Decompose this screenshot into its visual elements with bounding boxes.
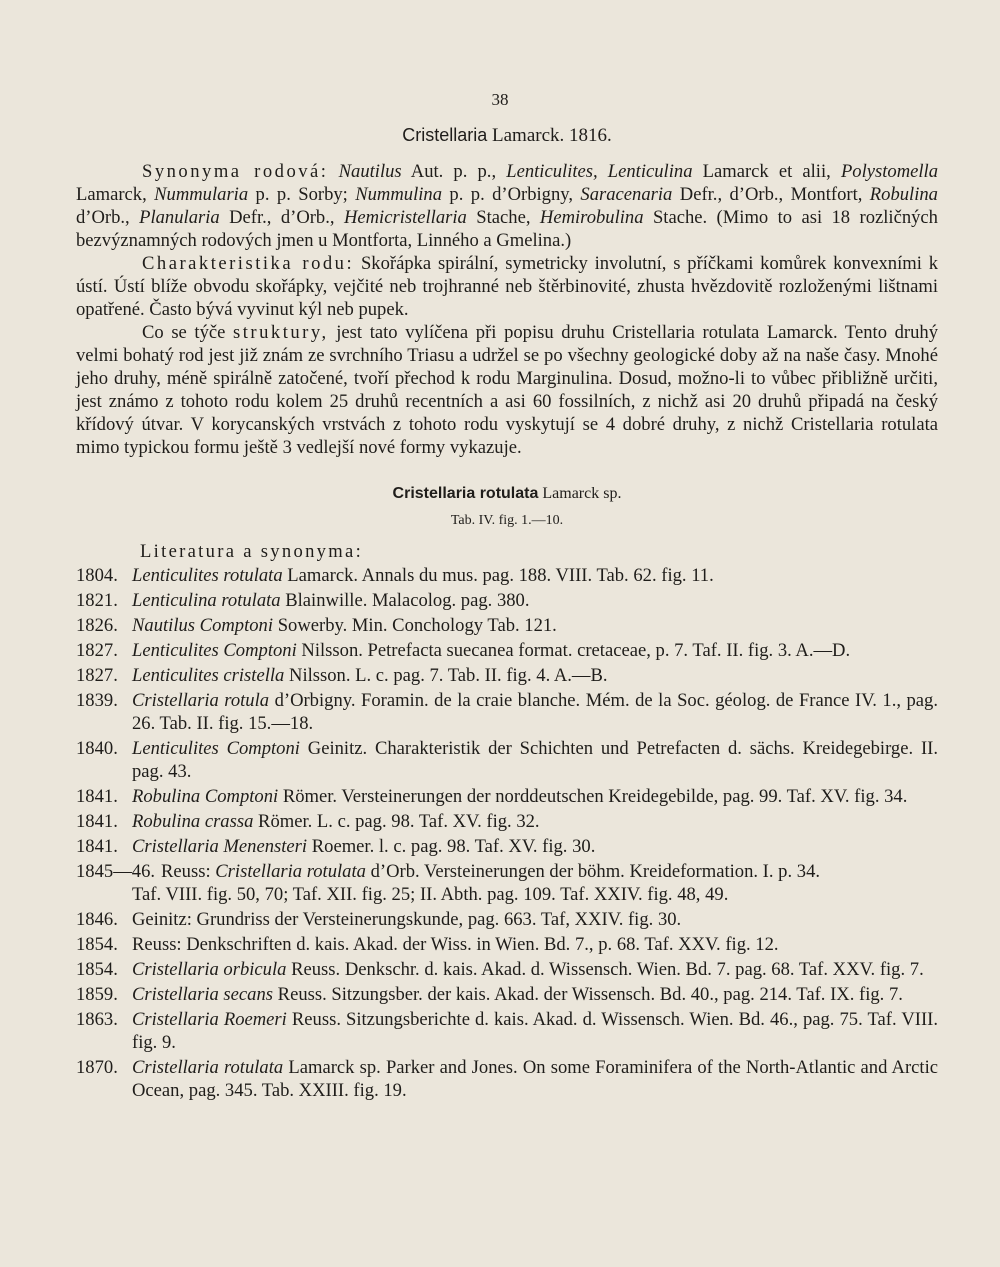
synonym-name: Planularia xyxy=(139,207,220,228)
synonym-name: Nautilus xyxy=(338,161,402,182)
literature-citation: Nilsson. L. c. pag. 7. Tab. II. fig. 4. A.—B. xyxy=(289,665,608,686)
literature-text xyxy=(132,589,938,612)
literature-taxon: Lenticulites rotulata xyxy=(132,565,283,586)
literature-citation: Lamarck. Annals du mus. pag. 188. VIII. Tab. 62. fig. 11. xyxy=(287,565,714,586)
literature-entry xyxy=(76,1056,938,1102)
literature-citation: Römer. Versteinerungen der norddeutschen Kreidegebilde, pag. 99. Taf. XV. fig. 34. xyxy=(282,786,908,807)
literature-text xyxy=(132,810,938,833)
charakteristika-text: Skořápka spirální, symetricky involutní, s příčkami komůrek konvexními k ústí. Ústí blíže obvodu skořápky, vejčité neb trojhranné neb štěrbinovité, zhusta hvězdovitě rozloženými lištnami opatřené. Často bývá vyvinut kýl neb pupek. xyxy=(76,253,938,320)
literature-text xyxy=(161,860,938,883)
synonym-text: p. p. Sorby; xyxy=(255,184,348,205)
literature-year: 1827. xyxy=(76,640,118,661)
literature-citation: Reuss. Sitzungsber. der kais. Akad. der Wissensch. Bd. 40., pag. 214. Taf. IX. fig. 7. xyxy=(277,984,903,1005)
literature-taxon: Lenticulites cristella xyxy=(132,665,285,686)
synonym-name: Nummularia xyxy=(154,184,249,205)
synonym-text: Stache. (Mimo to asi 18 rozličných bezvýznamných rodových jmen u Montforta, Linného a Gmelina.) xyxy=(76,207,938,251)
literature-entry xyxy=(76,785,938,808)
literature-year: 1841. xyxy=(76,811,118,832)
literature-citation: Reuss. Sitzungsberichte d. kais. Akad. d. Wissensch. Wien. Bd. 46., pag. 75. Taf. VIII. fig. 9. xyxy=(132,1009,938,1053)
struktura-paragraph xyxy=(76,321,938,459)
literature-citation: Sowerby. Min. Conchology Tab. 121. xyxy=(277,615,557,636)
struktura-prefix: Co se týče xyxy=(142,322,226,343)
literature-taxon: Lenticulites Comptoni xyxy=(132,640,297,661)
literature-entry xyxy=(76,983,938,1006)
literature-text xyxy=(132,564,938,587)
literature-text xyxy=(132,983,938,1006)
struktura-text: jest tato vylíčena při popisu druhu Cristellaria rotulata Lamarck. Tento druhý velmi bohatý rod jest již znám ze svrchního Triasu a udržel se po všechny geologické doby až na naše časy. Mnohé jeho druhy, méně spirálně zatočené, tvoří přechod k rodu Marginulina. Dosud, možno-li to vůbec přibližně určiti, jest známo z tohoto rodu kolem 25 druhů recentních a asi 60 fossilních, z nichž asi 20 druhů připadá na český křídový útvar. V korycanských vrstvách z tohoto rodu vyskytují se 4 dobré druhy, z nichž Cristellaria rotulata mimo typickou formu ještě 3 vedlejší nové formy vykazuje. xyxy=(76,322,938,458)
literature-year: 1841. xyxy=(76,836,118,857)
literature-entry xyxy=(76,737,938,783)
literature-taxon: Cristellaria Menensteri xyxy=(132,836,308,857)
synonym-name: Hemicristellaria xyxy=(343,207,467,228)
synonym-text: p. p. d’Orbigny, xyxy=(449,184,574,205)
literature-entry xyxy=(76,639,938,662)
literature-year: 1845—46. xyxy=(76,861,156,882)
literature-list xyxy=(76,564,938,1102)
literature-text xyxy=(132,639,938,662)
literature-entry xyxy=(76,908,938,931)
synonym-text: Aut. p. p., xyxy=(410,161,497,182)
literature-title: Literatura a synonyma: xyxy=(140,541,364,562)
synonyma-paragraph xyxy=(76,160,938,252)
literature-taxon: Robulina crassa xyxy=(132,811,254,832)
literature-citation: Reuss: Denkschriften d. kais. Akad. der Wiss. in Wien. Bd. 7., p. 68. Taf. XXV. fig. 12. xyxy=(132,934,779,955)
synonym-name: Robulina xyxy=(869,184,938,205)
species-name: Cristellaria rotulata xyxy=(392,485,539,502)
main-text xyxy=(76,124,938,1104)
literature-year: 1827. xyxy=(76,665,118,686)
literature-citation: Geinitz: Grundriss der Versteinerungskunde, pag. 663. Taf, XXIV. fig. 30. xyxy=(132,909,682,930)
literature-year: 1870. xyxy=(76,1057,118,1078)
literature-taxon: Cristellaria rotulata xyxy=(132,1057,284,1078)
literature-citation: Taf. VIII. fig. 50, 70; Taf. XII. fig. 25; II. Abth. pag. 109. Taf. XXIV. fig. 48, 49. xyxy=(132,884,729,905)
literature-text xyxy=(132,835,938,858)
synonym-name: Saracenaria xyxy=(580,184,673,205)
genus-author: Lamarck. 1816. xyxy=(492,125,612,146)
plate-reference: Tab. IV. fig. 1.—10. xyxy=(450,513,564,528)
literature-entry xyxy=(76,860,938,883)
genus-heading xyxy=(76,124,938,147)
synonym-text: Stache, xyxy=(476,207,531,228)
literature-entry xyxy=(76,564,938,587)
literature-text xyxy=(132,689,938,735)
literature-citation: Römer. L. c. pag. 98. Taf. XV. fig. 32. xyxy=(258,811,540,832)
literature-taxon: Cristellaria orbicula xyxy=(132,959,287,980)
literature-year: 1840. xyxy=(76,738,118,759)
charakteristika-paragraph xyxy=(76,252,938,321)
synonym-text: Lamarck et alii, xyxy=(702,161,831,182)
struktura-label: struktury, xyxy=(233,322,329,343)
literature-entry xyxy=(76,614,938,637)
literature-taxon: Robulina Comptoni xyxy=(132,786,279,807)
literature-citation: Lamarck sp. Parker and Jones. On some Foraminifera of the North-Atlantic and Arctic Ocean, pag. 345. Tab. XXIII. fig. 19. xyxy=(132,1057,938,1101)
synonym-name: Polystomella xyxy=(840,161,939,182)
literature-year: 1854. xyxy=(76,959,118,980)
literature-entry xyxy=(76,958,938,981)
literature-entry xyxy=(76,1008,938,1054)
species-author: Lamarck sp. xyxy=(542,485,622,502)
literature-text xyxy=(132,664,938,687)
species-heading xyxy=(76,482,938,505)
literature-citation: Geinitz. Charakteristik der Schichten und Petrefacten d. sächs. Kreidegebirge. II. pag. 43. xyxy=(132,738,938,782)
literature-taxon: Lenticulina rotulata xyxy=(132,590,281,611)
literature-entry xyxy=(76,689,938,735)
literature-year: 1854. xyxy=(76,934,118,955)
literature-year: 1859. xyxy=(76,984,118,1005)
page-number: 38 xyxy=(491,90,509,109)
literature-taxon: Cristellaria Roemeri xyxy=(132,1009,287,1030)
literature-text xyxy=(132,1008,938,1054)
literature-citation: Nilsson. Petrefacta suecanea format. cretaceae, p. 7. Taf. II. fig. 3. A.—D. xyxy=(301,640,851,661)
synonyma-label: Synonyma rodová: xyxy=(142,161,329,182)
literature-text xyxy=(132,908,938,931)
literature-year: 1846. xyxy=(76,909,118,930)
synonym-name: Hemirobulina xyxy=(539,207,644,228)
literature-year: 1841. xyxy=(76,786,118,807)
literature-entry xyxy=(76,933,938,956)
synonym-name: Nummulina xyxy=(355,184,443,205)
literature-taxon: Lenticulites Comptoni xyxy=(132,738,300,759)
literature-taxon: Cristellaria secans xyxy=(132,984,274,1005)
literature-entry xyxy=(76,810,938,833)
literature-text xyxy=(132,933,938,956)
literature-year: 1804. xyxy=(76,565,118,586)
literature-text xyxy=(132,958,938,981)
literature-year: 1826. xyxy=(76,615,118,636)
literature-citation: Reuss. Denkschr. d. kais. Akad. d. Wissensch. Wien. Bd. 7. pag. 68. Taf. XXV. fig. 7. xyxy=(291,959,924,980)
literature-year: 1863. xyxy=(76,1009,118,1030)
charakteristika-label: Charakteristika rodu: xyxy=(142,253,355,274)
synonym-text: d’Orb., xyxy=(76,207,130,228)
genus-name: Cristellaria xyxy=(402,125,488,145)
literature-text xyxy=(132,737,938,783)
literature-citation: Roemer. l. c. pag. 98. Taf. XV. fig. 30. xyxy=(311,836,596,857)
literature-citation: d’Orb. Versteinerungen der böhm. Kreideformation. I. p. 34. xyxy=(370,861,821,882)
synonym-name: Lenticulites, Lenticulina xyxy=(506,161,693,182)
literature-citation: Blainwille. Malacolog. pag. 380. xyxy=(285,590,530,611)
literature-citation: d’Orbigny. Foramin. de la craie blanche. Mém. de la Soc. géolog. de France IV. 1., pag. 26. Tab. II. fig. 15.—18. xyxy=(132,690,939,734)
literature-entry-continuation xyxy=(76,883,938,906)
literature-text xyxy=(132,614,938,637)
literature-entry xyxy=(76,589,938,612)
literature-year: 1839. xyxy=(76,690,118,711)
synonym-text: Defr., d’Orb., xyxy=(229,207,335,228)
literature-author: Reuss: xyxy=(161,861,211,882)
synonym-text: Lamarck, xyxy=(76,184,147,205)
literature-entry xyxy=(76,664,938,687)
literature-text xyxy=(132,785,938,808)
literature-text xyxy=(132,1056,938,1102)
literature-year: 1821. xyxy=(76,590,118,611)
literature-taxon: Cristellaria rotulata xyxy=(215,861,366,882)
literature-year-blank xyxy=(76,883,132,906)
synonym-text: Defr., d’Orb., Montfort, xyxy=(679,184,863,205)
literature-taxon: Cristellaria rotula xyxy=(132,690,270,711)
literature-taxon: Nautilus Comptoni xyxy=(132,615,274,636)
literature-entry xyxy=(76,835,938,858)
